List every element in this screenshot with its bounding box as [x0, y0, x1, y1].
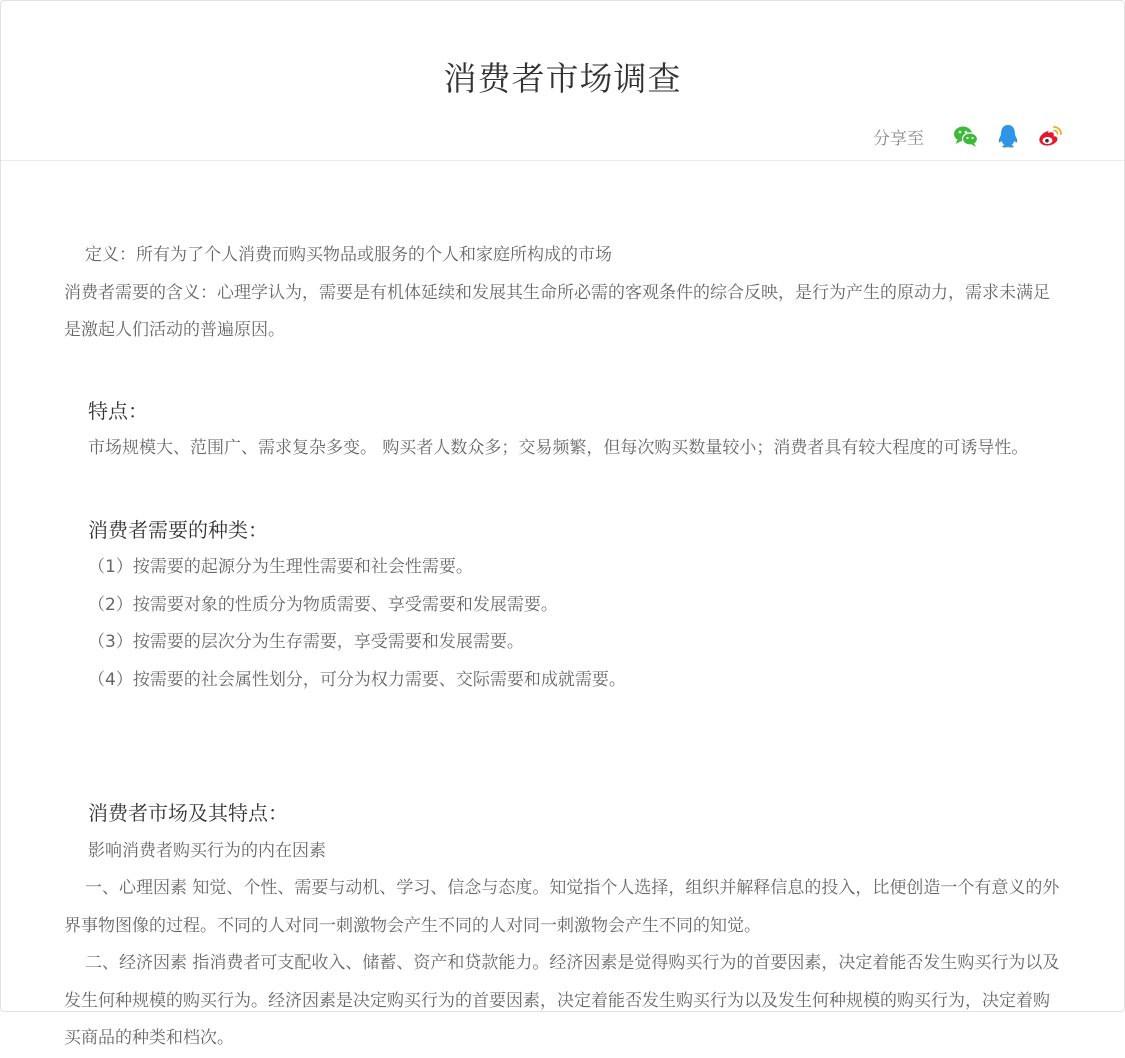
list-item: （3）按需要的层次分为生存需要，享受需要和发展需要。	[88, 632, 524, 652]
spacer	[64, 699, 1064, 795]
spacer	[64, 468, 1064, 512]
qq-icon[interactable]	[994, 122, 1022, 150]
needs-types-heading: 消费者需要的种类：	[88, 517, 268, 542]
list-item: （1）按需要的起源分为生理性需要和社会性需要。	[88, 557, 473, 577]
article-body	[64, 237, 1064, 1058]
share-label: 分享至	[873, 128, 924, 149]
share-bar	[873, 121, 1064, 151]
weibo-icon[interactable]	[1036, 122, 1064, 150]
econ-factor-paragraph: 二、经济因素 指消费者可支配收入、储蓄、资产和贷款能力。经济因素是觉得购买行为的首要因素，决定着能否发生购买行为以及发生何种规模的购买行为。经济因素是决定购买行为的首要因素，决定着能否发生购买行为以及发生何种规模的购买行为，决定着购买商品的种类和档次。	[64, 953, 1060, 1048]
need-meaning-paragraph: 消费者需要的含义：心理学认为，需要是有机体延续和发展其生命所必需的客观条件的综合反映，是行为产生的原动力，需求未满足是激起人们活动的普遍原因。	[64, 282, 1050, 340]
wechat-icon[interactable]	[952, 122, 980, 150]
market-heading: 消费者市场及其特点：	[88, 801, 288, 825]
psych-factor-paragraph: 一、心理因素 知觉、个性、需要与动机、学习、信念与态度。知觉指个人选择，组织并解释信息的投入，比便创造一个有意义的外界事物图像的过程。不同的人对同一刺激物会产生不同的人对同一刺激物会产生不同的知觉。	[64, 878, 1060, 936]
definition-paragraph: 定义：所有为了个人消费而购买物品或服务的个人和家庭所构成的市场	[85, 245, 612, 265]
features-paragraph: 市场规模大、范围广、需求复杂多变。 购买者人数众多；交易频繁，但每次购买数量较小；消费者具有较大程度的可诱导性。	[88, 438, 1029, 458]
list-item: （2）按需要对象的性质分为物质需要、享受需要和发展需要。	[88, 594, 558, 615]
features-heading: 特点：	[88, 398, 148, 423]
internal-factors-paragraph: 影响消费者购买行为的内在因素	[88, 840, 326, 861]
article-header	[1, 1, 1124, 161]
list-item: （4）按需要的社会属性划分，可分为权力需要、交际需要和成就需要。	[88, 669, 626, 690]
page-title: 消费者市场调查	[443, 59, 682, 98]
spacer	[64, 350, 1064, 393]
